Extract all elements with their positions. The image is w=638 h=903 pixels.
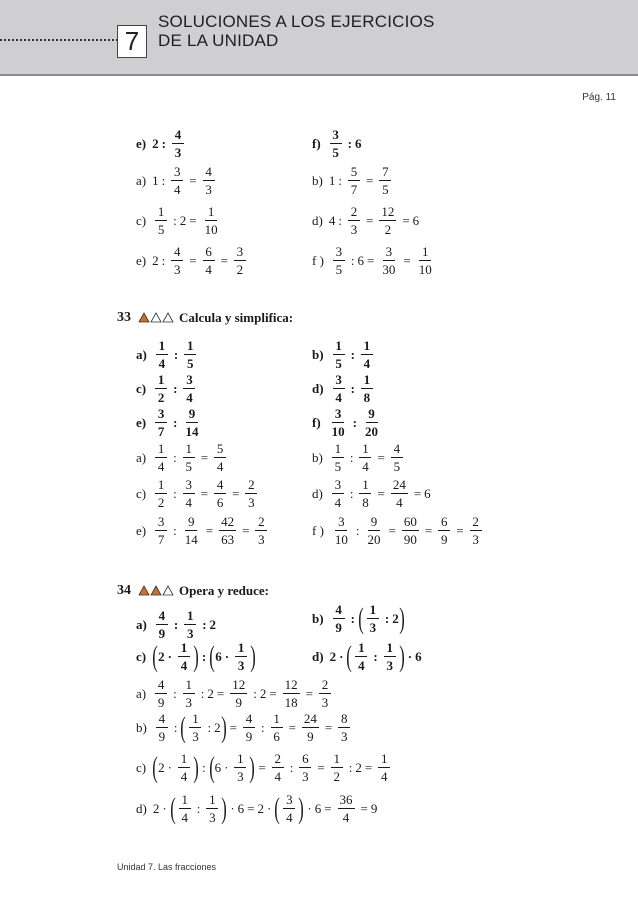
difficulty-triangles-icon bbox=[138, 312, 174, 323]
value: 6 bbox=[357, 252, 365, 268]
ex33-b-statement: b) $\frac{1}{5}$ : $\frac{1}{4}$ bbox=[312, 339, 376, 370]
equals: = bbox=[365, 212, 374, 228]
label-f: f) bbox=[312, 135, 321, 151]
fraction: $\frac{1}{5}$ bbox=[155, 205, 167, 236]
fraction: $\frac{4}{3}$ bbox=[172, 128, 184, 159]
solution-e-top bbox=[136, 245, 249, 276]
label-e: e) bbox=[136, 252, 147, 268]
exercise-33-number: 33 bbox=[117, 310, 131, 325]
header-title-line2: DE LA UNIDAD bbox=[158, 31, 279, 50]
ex34-c-statement: c) ( 2 · $\frac{1}{4}$ ) : ( 6 · $\frac{1}{3}$ ) bbox=[136, 639, 256, 673]
value: 2 bbox=[152, 135, 159, 151]
equals: = bbox=[189, 212, 197, 228]
colon: : bbox=[173, 212, 177, 228]
colon: : bbox=[338, 172, 342, 188]
exercise-33-title: Calcula y simplifica: bbox=[179, 310, 294, 325]
exercise-e-statement bbox=[136, 128, 187, 159]
exercise-34-number: 34 bbox=[117, 583, 131, 598]
ex33-e-statement: e) $\frac{3}{7}$ : $\frac{9}{14}$ bbox=[136, 406, 199, 439]
ex33-f-statement: f) $\frac{3}{10}$ : $\frac{9}{20}$ bbox=[312, 406, 379, 439]
fraction: $\frac{1}{10}$ bbox=[418, 244, 432, 277]
ex34-a-statement: a) $\frac{4}{9}$ : $\frac{1}{3}$ : 2 bbox=[136, 608, 217, 641]
equals: = bbox=[220, 252, 228, 268]
ex33-a-solution: a) $\frac{1}{4}$ : $\frac{1}{5}$ = $\frac{5}{4}$ bbox=[136, 442, 229, 473]
equals: = bbox=[189, 252, 197, 268]
ex34-b-statement: b) $\frac{4}{9}$ : ( $\frac{1}{3}$ : 2 ) bbox=[312, 601, 405, 635]
ex33-f-solution: f ) $\frac{3}{10}$ : $\frac{9}{20}$ = $\frac{60}{90}$ = $\frac{6}{9}$ = $\frac{2}{3}$ bbox=[312, 515, 485, 546]
header-title-line1: SOLUCIONES A LOS EJERCICIOS bbox=[158, 12, 435, 31]
fraction: $\frac{4}{3}$ bbox=[171, 245, 183, 276]
colon: : bbox=[161, 135, 166, 151]
value: 1 bbox=[328, 172, 336, 188]
fraction: $\frac{2}{3}$ bbox=[348, 205, 360, 236]
fraction: $\frac{1}{10}$ bbox=[204, 204, 218, 237]
page-header bbox=[0, 0, 638, 76]
exercise-f-statement bbox=[312, 128, 362, 159]
equals: = bbox=[403, 252, 411, 268]
ex33-b-solution: b) $\frac{1}{5}$ : $\frac{1}{4}$ = $\frac{4}{5}$ bbox=[312, 442, 406, 473]
equals: = bbox=[367, 252, 375, 268]
value: 6 bbox=[355, 135, 362, 151]
fraction: $\frac{6}{4}$ bbox=[203, 245, 215, 276]
fraction: $\frac{7}{5}$ bbox=[379, 165, 391, 196]
value: 6 bbox=[412, 212, 420, 228]
ex33-c-statement: c) $\frac{1}{2}$ : $\frac{3}{4}$ bbox=[136, 373, 198, 404]
difficulty-triangles-icon bbox=[138, 585, 174, 596]
ex34-c-solution: c) ( 2 · $\frac{1}{4}$ ) : ( 6 · $\frac{1}{3}$ ) = $\frac{2}{4}$ : $\frac{6}{3}$ = $\frac{1}{2}$ : 2 = $\frac{1}{4}$ bbox=[136, 752, 393, 783]
fraction: $\frac{3}{5}$ bbox=[330, 128, 342, 159]
colon: : bbox=[161, 172, 166, 188]
ex33-c-solution: c) $\frac{1}{2}$ : $\frac{3}{4}$ = $\frac{4}{6}$ = $\frac{2}{3}$ bbox=[136, 478, 260, 509]
value: 4 bbox=[328, 212, 336, 228]
ex34-a-solution: a) $\frac{4}{9}$ : $\frac{1}{3}$ : 2 = $\frac{12}{9}$ : 2 = $\frac{12}{18}$ = $\frac{2}{3}$ bbox=[136, 678, 334, 709]
page-footer: Unidad 7. Las fracciones bbox=[117, 862, 217, 872]
label-a: a) bbox=[136, 172, 147, 188]
label-b: b) bbox=[312, 172, 323, 188]
label-c: c) bbox=[136, 212, 147, 228]
solution-c-top bbox=[136, 205, 223, 236]
ex33-d-solution: d) $\frac{3}{4}$ : $\frac{1}{8}$ = $\frac{24}{4}$ = 6 bbox=[312, 477, 431, 510]
fraction: $\frac{3}{4}$ bbox=[171, 165, 183, 196]
fraction: $\frac{4}{3}$ bbox=[203, 165, 215, 196]
label-d: d) bbox=[312, 212, 323, 228]
ex34-d-solution: d) 2 · ( $\frac{1}{4}$ : $\frac{1}{3}$ ) · 6 = 2 · ( $\frac{3}{4}$ ) · 6 = $\frac{36}{4}$ = 9 bbox=[136, 791, 378, 825]
equals: = bbox=[402, 212, 410, 228]
colon: : bbox=[350, 252, 355, 268]
ex34-d-statement: d) 2 · ( $\frac{1}{4}$ : $\frac{1}{3}$ ) · 6 bbox=[312, 639, 422, 673]
solution-d-top bbox=[312, 205, 419, 236]
value: 1 bbox=[152, 172, 159, 188]
unit-number-box: 7 bbox=[117, 25, 147, 58]
value: 2 bbox=[152, 252, 159, 268]
fraction: $\frac{12}{2}$ bbox=[381, 204, 395, 237]
fraction: $\frac{3}{5}$ bbox=[333, 245, 345, 276]
header-dotted-line bbox=[0, 39, 118, 41]
equals: = bbox=[189, 172, 197, 188]
solution-a-top bbox=[136, 165, 218, 196]
value: 2 bbox=[179, 212, 187, 228]
page-label: Pág. 11 bbox=[582, 92, 616, 103]
equals: = bbox=[365, 172, 374, 188]
colon: : bbox=[338, 212, 342, 228]
ex33-a-statement: a) $\frac{1}{4}$ : $\frac{1}{5}$ bbox=[136, 339, 199, 370]
colon: : bbox=[347, 135, 353, 151]
header-title bbox=[158, 12, 435, 50]
solution-f-top bbox=[312, 245, 437, 276]
solution-b-top bbox=[312, 165, 394, 196]
fraction: $\frac{3}{30}$ bbox=[382, 244, 396, 277]
ex34-b-solution: b) $\frac{4}{9}$ : ( $\frac{1}{3}$ : 2 ) = $\frac{4}{9}$ : $\frac{1}{6}$ = $\frac{24}{9}$ = $\frac{8}{3}$ bbox=[136, 712, 353, 743]
fraction: $\frac{5}{7}$ bbox=[348, 165, 360, 196]
fraction: $\frac{3}{2}$ bbox=[234, 245, 246, 276]
label-e: e) bbox=[136, 135, 147, 151]
ex33-d-statement: d) $\frac{3}{4}$ : $\frac{1}{8}$ bbox=[312, 373, 376, 404]
header-bottom-edge bbox=[0, 74, 638, 76]
exercise-34-title: Opera y reduce: bbox=[179, 583, 270, 598]
ex33-e-solution: e) $\frac{3}{7}$ : $\frac{9}{14}$ = $\frac{42}{63}$ = $\frac{2}{3}$ bbox=[136, 515, 270, 546]
colon: : bbox=[161, 252, 166, 268]
label-f: f ) bbox=[312, 252, 324, 268]
